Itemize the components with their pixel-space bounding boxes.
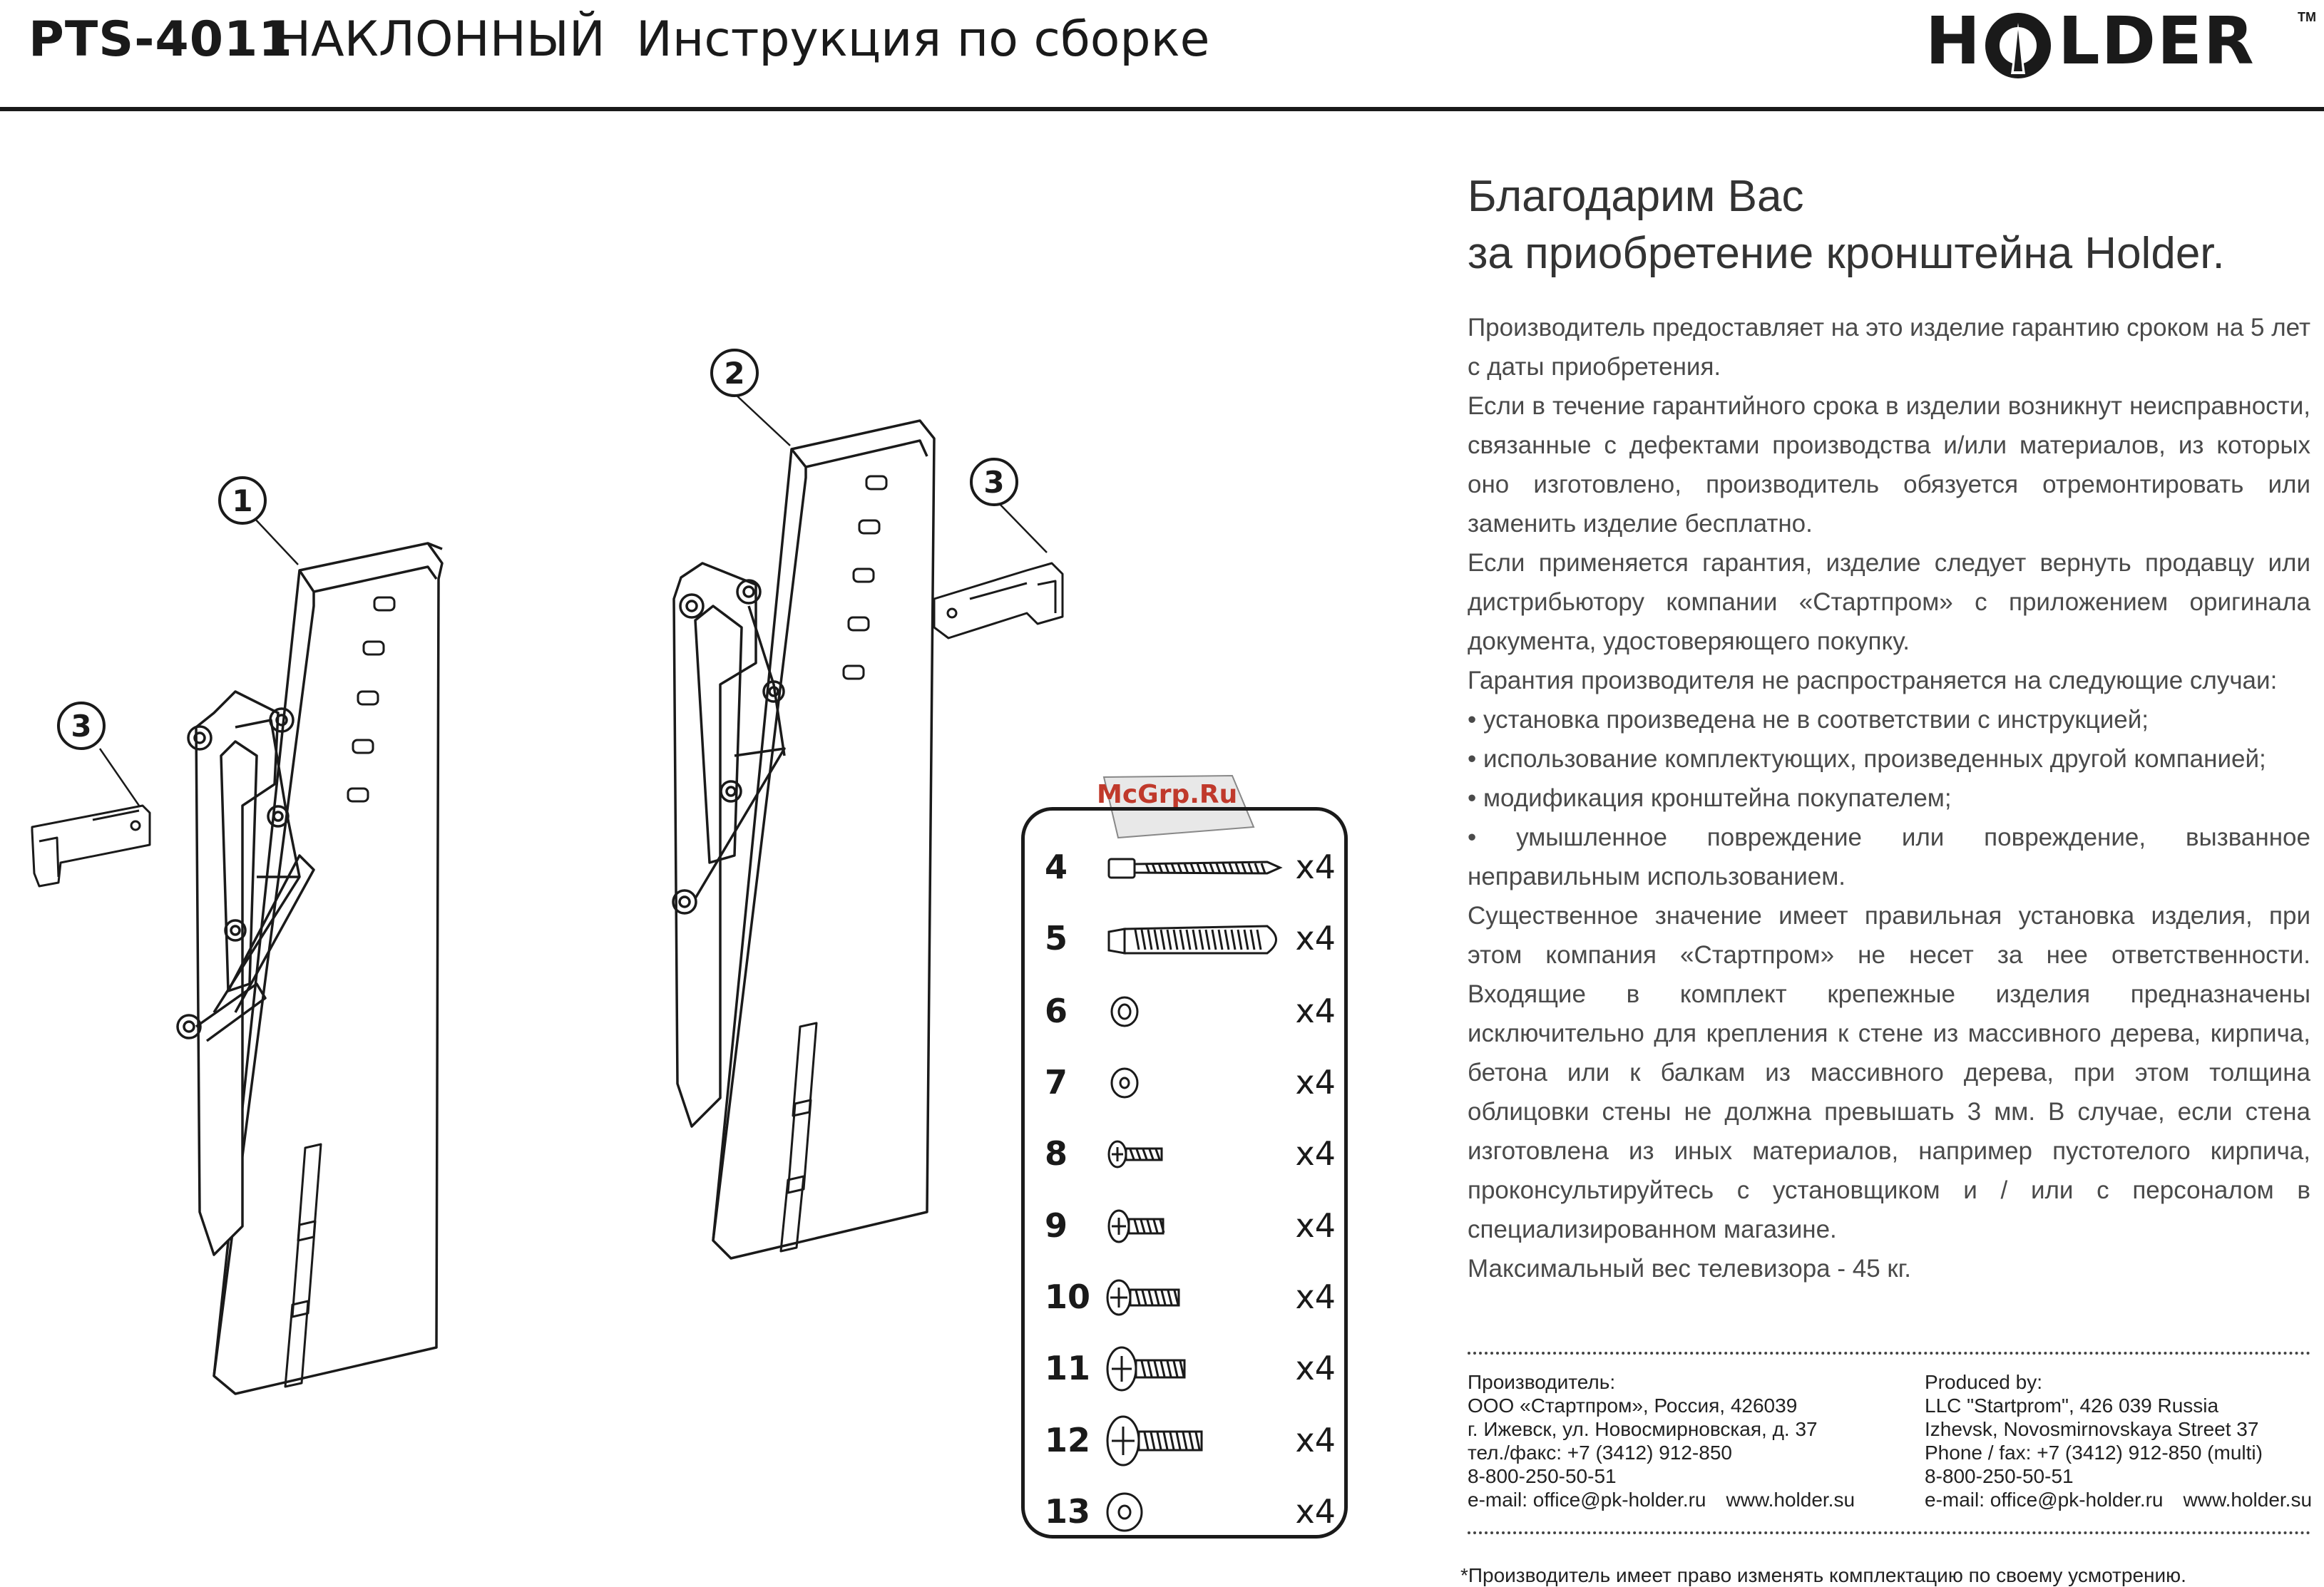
part-quantity: x4 <box>1295 1492 1336 1531</box>
mount-type: НАКЛОННЫЙ <box>275 11 605 68</box>
thanks-heading <box>1468 168 2225 282</box>
part-number: 11 <box>1045 1349 1091 1387</box>
divider-bottom <box>1468 1531 2310 1534</box>
part-number: 6 <box>1045 992 1068 1030</box>
part-number: 10 <box>1045 1278 1091 1316</box>
part-row <box>1025 1119 1351 1190</box>
warranty-paragraph: Производитель предоставляет на это изделие гарантию сроком на 5 лет с даты приобретения. <box>1468 314 2310 381</box>
part-quantity: x4 <box>1295 919 1336 957</box>
part-row <box>1025 1476 1351 1548</box>
part-quantity: x4 <box>1295 1349 1336 1387</box>
warranty-text <box>1468 308 2310 1288</box>
safety-clip-right <box>934 563 1063 638</box>
part-quantity: x4 <box>1295 992 1336 1030</box>
part-number: 12 <box>1045 1421 1091 1459</box>
warranty-bullet: • умышленное повреждение или повреждение, вызванное неправильным использованием. <box>1468 823 2310 890</box>
callout-2-label: 2 <box>724 356 745 391</box>
screw-m8-icon <box>1103 1412 1289 1473</box>
footnote: *Производитель имеет право изменять комплектацию по своему усмотрению. <box>1460 1564 2186 1586</box>
spacer-icon <box>1103 983 1289 1044</box>
part-number: 7 <box>1045 1063 1068 1101</box>
part-number: 9 <box>1045 1206 1068 1245</box>
wall-anchor-icon <box>1103 910 1289 971</box>
logo-o-icon <box>1981 9 2055 83</box>
screw-m4-long-icon <box>1103 1198 1289 1258</box>
large-washer-icon <box>1103 1484 1289 1544</box>
thanks-line-2: за приобретение кронштейна Holder. <box>1468 229 2225 278</box>
lag-bolt-icon <box>1103 839 1289 900</box>
wall-plate-bracket-1 <box>178 543 442 1394</box>
model-number: PTS-4011 <box>29 11 293 68</box>
part-quantity: x4 <box>1295 1134 1336 1173</box>
header <box>0 0 2324 114</box>
safety-clip-left <box>32 806 150 886</box>
manufacturer-info-en: Produced by: LLC "Startprom", 426 039 Russia Izhevsk, Novosmirnovskaya Street 37 Phone / fax: +7 (3412) 912-850 (multi) 8-800-250-50-51 e-mail: office@pk-holder.ru www.holder.su <box>1925 1371 2313 1511</box>
part-quantity: x4 <box>1295 1206 1336 1245</box>
max-weight-note: Максимальный вес телевизора - 45 кг. <box>1468 1255 1911 1283</box>
warranty-bullet: • установка произведена не в соответствии с инструкцией; <box>1468 706 2149 734</box>
part-number: 4 <box>1045 848 1068 886</box>
warranty-bullet: • использование комплектующих, произведенных другой компанией; <box>1468 745 2266 773</box>
warranty-bullet: • модификация кронштейна покупателем; <box>1468 784 1952 812</box>
screw-m4-short-icon <box>1103 1126 1289 1186</box>
callout-1-label: 1 <box>232 483 253 518</box>
part-quantity: x4 <box>1295 848 1336 886</box>
part-quantity: x4 <box>1295 1278 1336 1316</box>
email-link[interactable]: e-mail: office@pk-holder.ru <box>1468 1489 1706 1511</box>
watermark-stamp: McGrp.Ru <box>1090 770 1268 841</box>
part-row <box>1025 1191 1351 1262</box>
part-number: 5 <box>1045 919 1068 957</box>
manufacturer-info-ru: Производитель: ООО «Стартпром», Россия, 426039 г. Ижевск, ул. Новосмирновская, д. 37 тел./факс: +7 (3412) 912-850 8-800-250-50-51 e-mail: office@pk-holder.ru www.holder.su <box>1468 1371 1855 1511</box>
website-link[interactable]: www.holder.su <box>1726 1489 1855 1511</box>
header-divider <box>0 107 2324 111</box>
part-row <box>1025 1047 1351 1119</box>
screw-m5-icon <box>1103 1269 1289 1330</box>
part-row <box>1025 1405 1351 1476</box>
warranty-paragraph: Гарантия производителя не распространяется на следующие случаи: <box>1468 667 2278 694</box>
holder-logo: H LDER TM <box>1925 3 2310 81</box>
screw-m6-icon <box>1103 1340 1289 1401</box>
part-row <box>1025 832 1351 903</box>
callout-3-left-label: 3 <box>71 709 92 744</box>
part-row <box>1025 1262 1351 1333</box>
part-row <box>1025 1333 1351 1404</box>
part-number: 13 <box>1045 1492 1091 1531</box>
wall-plate-bracket-2 <box>673 421 934 1258</box>
divider-top <box>1468 1352 2310 1355</box>
part-quantity: x4 <box>1295 1063 1336 1101</box>
part-quantity: x4 <box>1295 1421 1336 1459</box>
warranty-paragraph: Если в течение гарантийного срока в изделии возникнут неисправности, связанные с дефектами производства и/или материалов, из которых оно изготовлено, производитель обязуется отремонтировать или заменить изделие бесплатно. <box>1468 392 2310 538</box>
warranty-paragraph: Существенное значение имеет правильная установка изделия, при этом компания «Стартпром» не несет за нее ответственности. Входящие в комплект крепежные изделия предназначены исключительно для крепления к стене из массивного дерева, кирпича, бетона или к балкам из массивного дерева, при этом толщина облицовки стены не должна превышать 3 мм. В случае, если стена изготовлена из иных материалов, например пустотелого кирпича, проконсультируйтесь с установщиком и / или с персоналом в специализированном магазине. <box>1468 902 2310 1243</box>
part-number: 8 <box>1045 1134 1068 1173</box>
washer-icon <box>1103 1054 1289 1115</box>
part-row <box>1025 903 1351 975</box>
hardware-parts-panel <box>1021 807 1348 1539</box>
part-row <box>1025 976 1351 1047</box>
thanks-line-1: Благодарим Вас <box>1468 172 1804 221</box>
document-title: Инструкция по сборке <box>636 11 1210 68</box>
email-link[interactable]: e-mail: office@pk-holder.ru <box>1925 1489 2164 1511</box>
website-link[interactable]: www.holder.su <box>2183 1489 2313 1511</box>
callout-3-right-label: 3 <box>983 465 1005 500</box>
warranty-paragraph: Если применяется гарантия, изделие следует вернуть продавцу или дистрибьютору компании «Стартпром» с приложением оригинала документа, удостоверяющего покупку. <box>1468 549 2310 655</box>
